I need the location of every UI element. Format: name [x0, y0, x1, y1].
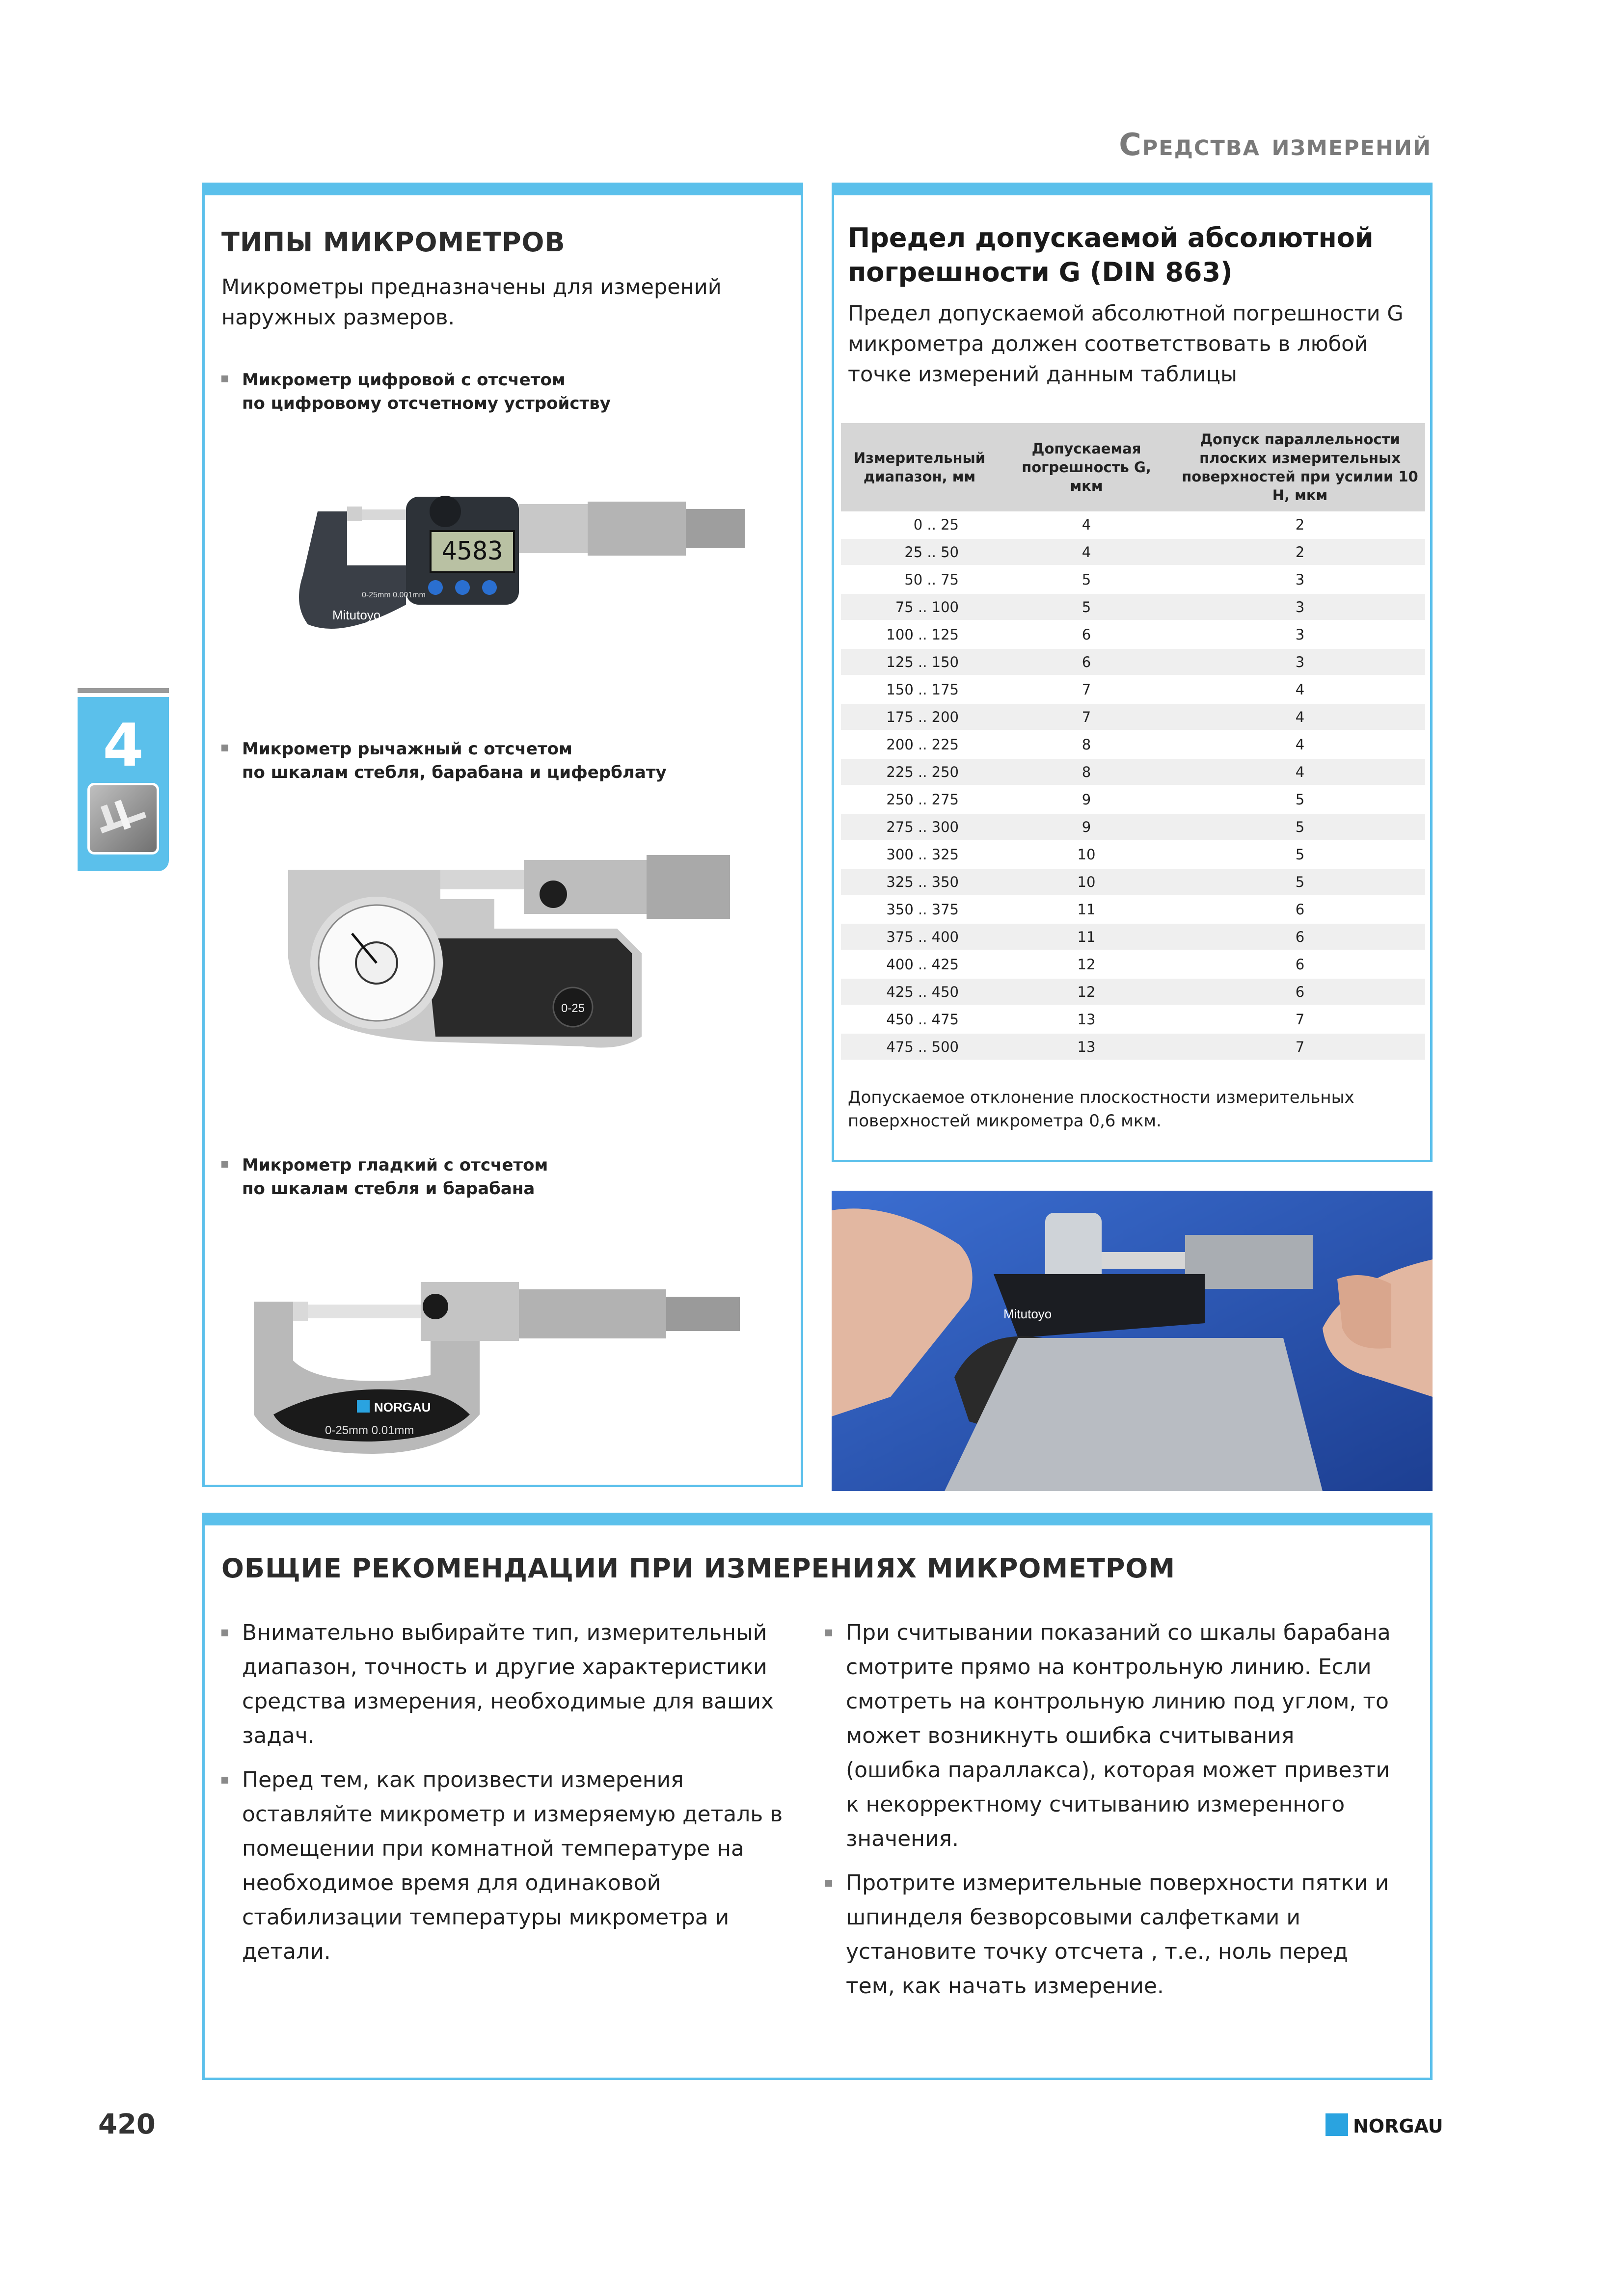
parallelism-cell: 7 [1175, 1033, 1425, 1061]
error-cell: 13 [998, 1033, 1175, 1061]
parallelism-cell: 3 [1175, 593, 1425, 621]
range-cell: 275 .. 300 [841, 813, 998, 841]
parallelism-cell: 7 [1175, 1006, 1425, 1033]
range-cell: 475 .. 500 [841, 1033, 998, 1061]
range-cell: 200 .. 225 [841, 731, 998, 758]
digital-micrometer-image [244, 477, 784, 644]
range-cell: 125 .. 150 [841, 648, 998, 676]
parallelism-cell: 2 [1175, 511, 1425, 538]
parallelism-cell: 5 [1175, 868, 1425, 896]
list-item: При считывании показаний со шкалы барабана смотрите прямо на контрольную линию. Если смотреть на контрольную линию под углом, то может возникнуть ошибка считывания (ошибка параллакса), которая может привезти к некорректному считыванию измеренного значения. [846, 1616, 1396, 1856]
range-cell: 425 .. 450 [841, 978, 998, 1006]
parallelism-cell: 5 [1175, 813, 1425, 841]
range-cell: 400 .. 425 [841, 951, 998, 978]
error-cell: 13 [998, 1006, 1175, 1033]
micrometer-types-panel [202, 183, 803, 1487]
table-row [841, 566, 1425, 593]
table-row [841, 731, 1425, 758]
page-number: 420 [98, 2109, 156, 2140]
svg-text:0-25mm 0.001mm: 0-25mm 0.001mm [362, 591, 426, 599]
svg-text:0-25: 0-25 [561, 1002, 585, 1015]
range-cell: 225 .. 250 [841, 758, 998, 786]
error-cell: 9 [998, 813, 1175, 841]
recommendations-panel [202, 1513, 1433, 2080]
indicating-micrometer-image [278, 840, 769, 1066]
table-row [841, 593, 1425, 621]
parallelism-cell: 2 [1175, 538, 1425, 566]
list-item: Микрометр цифровой с отсчетом по цифровому отсчетному устройству [221, 368, 611, 415]
range-cell: 375 .. 400 [841, 923, 998, 951]
table-row [841, 648, 1425, 676]
parallelism-cell: 6 [1175, 951, 1425, 978]
error-cell: 12 [998, 978, 1175, 1006]
table-row [841, 896, 1425, 923]
error-cell: 8 [998, 731, 1175, 758]
parallelism-cell: 6 [1175, 923, 1425, 951]
range-cell: 250 .. 275 [841, 786, 998, 813]
measuring-photo [832, 1191, 1433, 1491]
error-cell: 8 [998, 758, 1175, 786]
range-cell: 150 .. 175 [841, 676, 998, 703]
tolerance-intro: Предел допускаемой абсолютной погрешности G микрометра должен соответствовать в любой точке измерений данным таблицы [848, 301, 1404, 387]
svg-text:NORGAU: NORGAU [374, 1400, 431, 1415]
range-cell: 350 .. 375 [841, 896, 998, 923]
table-row [841, 1006, 1425, 1033]
table-row [841, 786, 1425, 813]
range-cell: 175 .. 200 [841, 703, 998, 731]
error-cell: 11 [998, 923, 1175, 951]
table-row [841, 676, 1425, 703]
parallelism-cell: 4 [1175, 731, 1425, 758]
table-row [841, 511, 1425, 538]
table-header-row: Измерительный диапазон, мм Допускаемая погрешность G, мкм Допуск параллельности плоских измерительных поверхностей при усилии 10 Н, мкм [841, 423, 1425, 511]
table-row [841, 1033, 1425, 1061]
error-cell: 5 [998, 593, 1175, 621]
error-cell: 6 [998, 621, 1175, 648]
range-cell: 25 .. 50 [841, 538, 998, 566]
parallelism-cell: 3 [1175, 621, 1425, 648]
parallelism-cell: 4 [1175, 758, 1425, 786]
parallelism-cell: 4 [1175, 676, 1425, 703]
table-row [841, 538, 1425, 566]
error-cell: 6 [998, 648, 1175, 676]
parallelism-cell: 3 [1175, 566, 1425, 593]
svg-text:Mitutoyo: Mitutoyo [332, 608, 381, 622]
range-cell: 450 .. 475 [841, 1006, 998, 1033]
parallelism-cell: 3 [1175, 648, 1425, 676]
brand-mark-icon [1325, 2113, 1348, 2136]
table-row [841, 758, 1425, 786]
flatness-note: Допускаемое отклонение плоскостности измерительных поверхностей микрометра 0,6 мкм. [848, 1088, 1354, 1131]
svg-text:0-25mm 0.01mm: 0-25mm 0.01mm [325, 1424, 414, 1437]
types-title: ТИПЫ МИКРОМЕТРОВ [221, 227, 566, 258]
table-row [841, 621, 1425, 648]
range-cell: 100 .. 125 [841, 621, 998, 648]
list-item: Протрите измерительные поверхности пятки и шпинделя безворсовыми салфетками и установите точку отсчета , т.е., ноль перед тем, как начать измерение. [846, 1866, 1396, 2003]
tolerance-table [841, 423, 1425, 1061]
table-row [841, 923, 1425, 951]
table-row [841, 813, 1425, 841]
list-item: Микрометр рычажный с отсчетом по шкалам стебля, барабана и циферблату [221, 737, 667, 784]
error-cell: 4 [998, 538, 1175, 566]
parallelism-cell: 6 [1175, 896, 1425, 923]
chapter-number: 4 [103, 712, 144, 780]
table-row [841, 978, 1425, 1006]
caliper-icon [87, 783, 159, 854]
tolerance-title: Предел допускаемой абсолютной погрешности G (DIN 863) [848, 222, 1374, 288]
error-cell: 10 [998, 841, 1175, 868]
error-cell: 7 [998, 676, 1175, 703]
range-cell: 300 .. 325 [841, 841, 998, 868]
range-cell: 50 .. 75 [841, 566, 998, 593]
error-cell: 12 [998, 951, 1175, 978]
table-row [841, 951, 1425, 978]
parallelism-cell: 5 [1175, 786, 1425, 813]
list-item: Перед тем, как произвести измерения оставляйте микрометр и измеряемую деталь в помещении при комнатной температуре на необходимое время для одинаковой стабилизации температуры микрометра и детали. [242, 1763, 812, 1969]
svg-text:4583: 4583 [441, 536, 503, 566]
range-cell: 75 .. 100 [841, 593, 998, 621]
error-cell: 7 [998, 703, 1175, 731]
parallelism-cell: 4 [1175, 703, 1425, 731]
parallelism-cell: 5 [1175, 841, 1425, 868]
error-cell: 4 [998, 511, 1175, 538]
recommendations-right [825, 1616, 1396, 2013]
table-row [841, 841, 1425, 868]
recommendations-left [221, 1616, 812, 1979]
error-cell: 9 [998, 786, 1175, 813]
table-row [841, 868, 1425, 896]
parallelism-cell: 6 [1175, 978, 1425, 1006]
list-item: Внимательно выбирайте тип, измерительный диапазон, точность и другие характеристики средства измерения, необходимые для ваших задач. [242, 1616, 812, 1753]
tolerance-panel [832, 183, 1433, 1162]
outside-micrometer-image [239, 1253, 779, 1459]
chapter-tab[interactable] [78, 697, 169, 871]
range-cell: 325 .. 350 [841, 868, 998, 896]
svg-text:Mitutoyo: Mitutoyo [1003, 1307, 1052, 1321]
table-row [841, 703, 1425, 731]
error-cell: 5 [998, 566, 1175, 593]
types-intro: Микрометры предназначены для измерений наружных размеров. [221, 275, 722, 330]
error-cell: 10 [998, 868, 1175, 896]
recommendations-title: ОБЩИЕ РЕКОМЕНДАЦИИ ПРИ ИЗМЕРЕНИЯХ МИКРОМЕТРОМ [221, 1553, 1176, 1584]
error-cell: 11 [998, 896, 1175, 923]
list-item: Микрометр гладкий с отсчетом по шкалам стебля и барабана [221, 1153, 548, 1201]
section-header: Средства измерений [1119, 127, 1432, 162]
range-cell: 0 .. 25 [841, 511, 998, 538]
